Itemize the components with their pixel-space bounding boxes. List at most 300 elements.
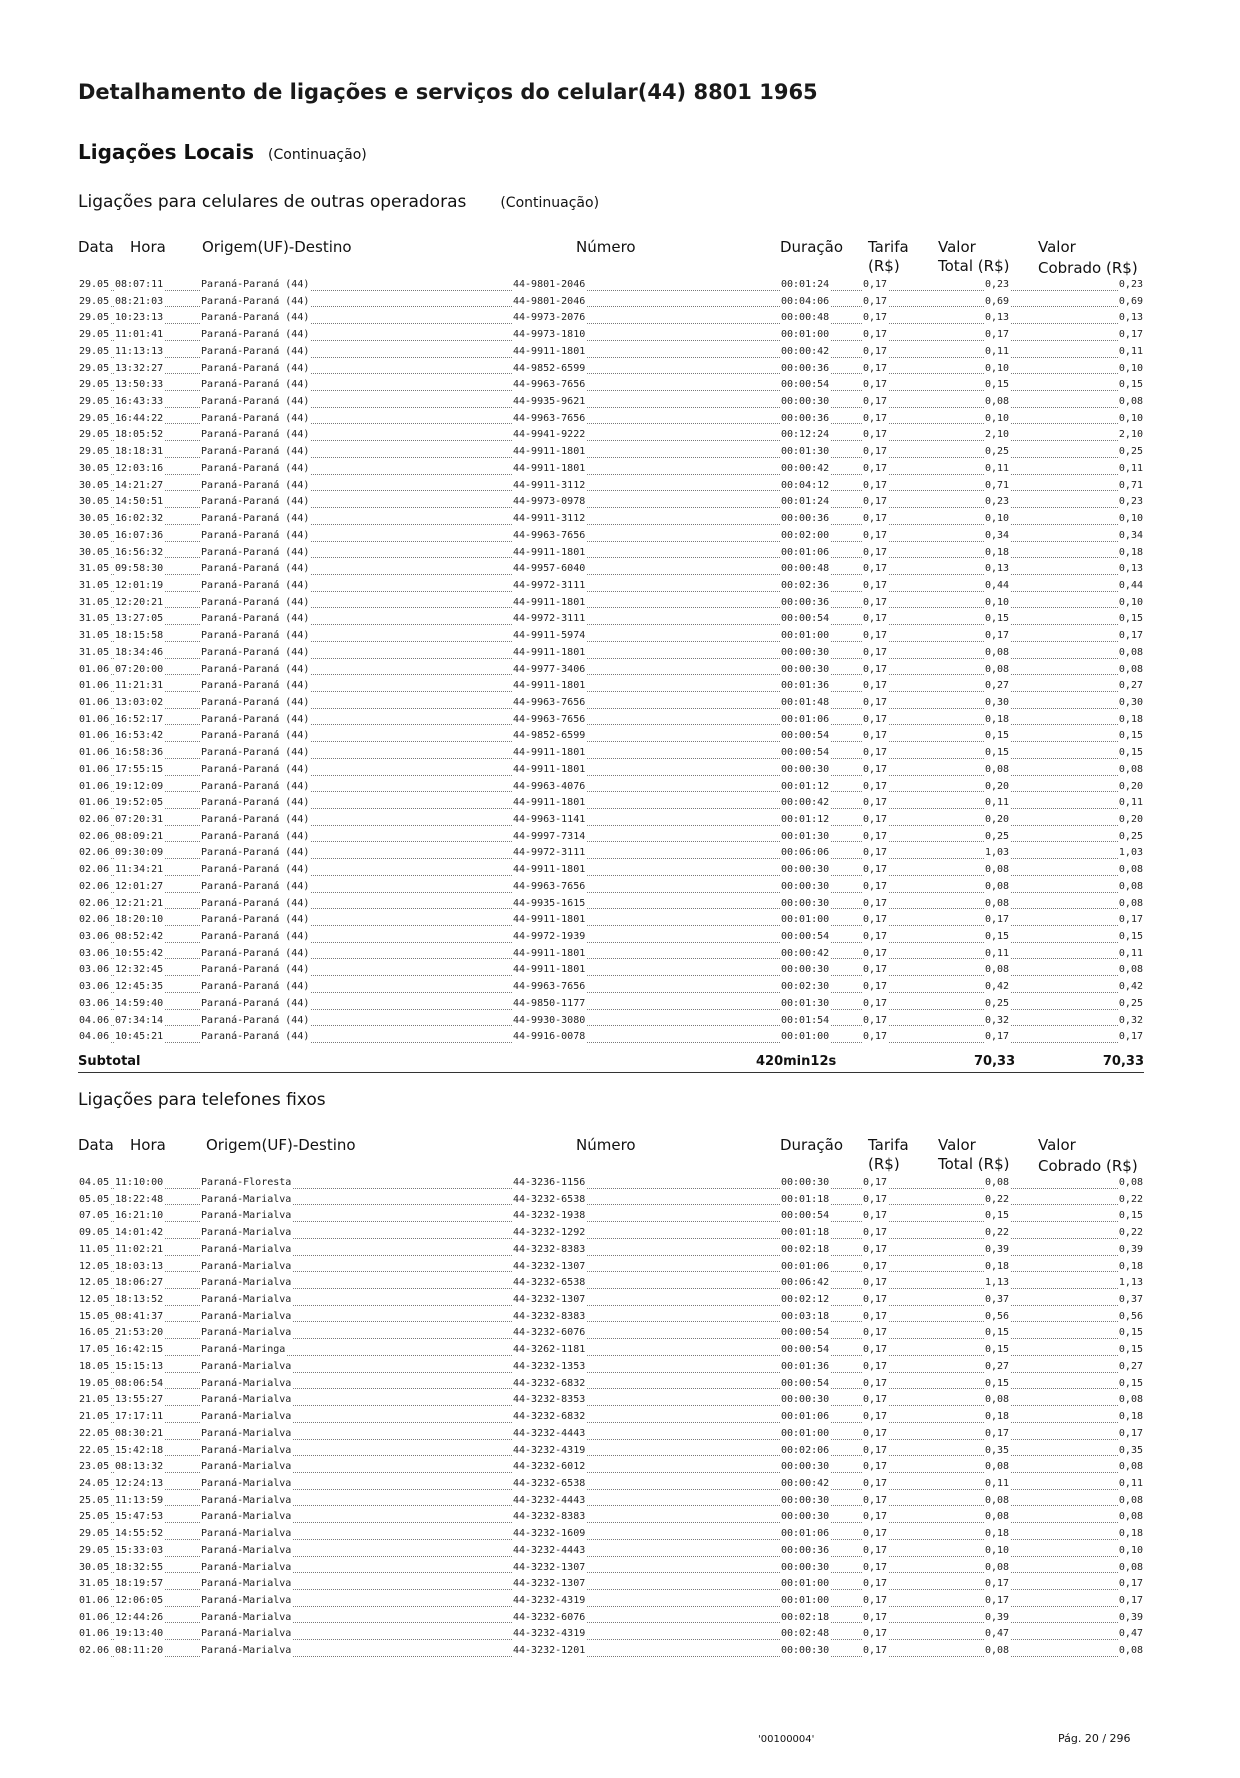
cell-duracao: 00:01:06	[780, 1526, 830, 1543]
cell-data: 01.06	[78, 712, 110, 729]
subtotal-valor-total: 70,33	[974, 1054, 1016, 1069]
cell-valor-cobrado: 0,18	[1118, 545, 1144, 562]
table-row	[78, 962, 1144, 979]
cell-valor-cobrado: 0,11	[1118, 946, 1144, 963]
cell-hora: 13:32:27	[114, 361, 164, 378]
cell-valor-total: 0,11	[984, 946, 1010, 963]
cell-numero: 44-3232-1307	[512, 1560, 586, 1577]
cell-tarifa: 0,17	[862, 1292, 888, 1309]
cell-tarifa: 0,17	[862, 712, 888, 729]
cell-valor-total: 0,10	[984, 411, 1010, 428]
cell-hora: 16:43:33	[114, 394, 164, 411]
cell-valor-total: 0,08	[984, 1493, 1010, 1510]
cell-numero: 44-3262-1181	[512, 1342, 586, 1359]
cell-tarifa: 0,17	[862, 962, 888, 979]
cell-valor-cobrado: 0,69	[1118, 294, 1144, 311]
cell-numero: 44-9930-3080	[512, 1013, 586, 1030]
cell-valor-cobrado: 0,17	[1118, 1593, 1144, 1610]
cell-hora: 18:18:31	[114, 444, 164, 461]
table-row	[78, 528, 1144, 545]
col-hora: Hora	[130, 1136, 166, 1154]
cell-tarifa: 0,17	[862, 845, 888, 862]
cell-tarifa: 0,17	[862, 628, 888, 645]
cell-numero: 44-9963-4076	[512, 779, 586, 796]
table-row	[78, 862, 1144, 879]
cell-origem: Paraná-Paraná (44)	[200, 611, 310, 628]
table-row	[78, 1259, 1144, 1276]
table-row	[78, 1192, 1144, 1209]
celulares-heading	[78, 192, 599, 212]
cell-hora: 18:20:10	[114, 912, 164, 929]
cell-tarifa: 0,17	[862, 996, 888, 1013]
cell-data: 31.05	[78, 595, 110, 612]
cell-duracao: 00:00:30	[780, 394, 830, 411]
table-row	[78, 1476, 1144, 1493]
cell-origem: Paraná-Paraná (44)	[200, 879, 310, 896]
cell-tarifa: 0,17	[862, 728, 888, 745]
cell-duracao: 00:12:24	[780, 427, 830, 444]
cell-origem: Paraná-Paraná (44)	[200, 327, 310, 344]
col-numero: Número	[576, 238, 636, 256]
cell-hora: 10:23:13	[114, 310, 164, 327]
table-row	[78, 1409, 1144, 1426]
cell-valor-total: 1,13	[984, 1275, 1010, 1292]
section-heading	[78, 140, 367, 164]
table-row	[78, 762, 1144, 779]
cell-valor-total: 0,69	[984, 294, 1010, 311]
table-row	[78, 1560, 1144, 1577]
cell-valor-cobrado: 0,25	[1118, 444, 1144, 461]
cell-tarifa: 0,17	[862, 1325, 888, 1342]
cell-origem: Paraná-Marialva	[200, 1259, 292, 1276]
cell-valor-cobrado: 0,17	[1118, 1426, 1144, 1443]
table-row	[78, 879, 1144, 896]
table-row	[78, 1292, 1144, 1309]
cell-valor-cobrado: 0,25	[1118, 829, 1144, 846]
cell-tarifa: 0,17	[862, 1426, 888, 1443]
table-row	[78, 377, 1144, 394]
cell-numero: 44-3232-1307	[512, 1292, 586, 1309]
cell-valor-cobrado: 0,08	[1118, 896, 1144, 913]
cell-duracao: 00:01:18	[780, 1192, 830, 1209]
cell-numero: 44-9935-1615	[512, 896, 586, 913]
cell-valor-total: 0,30	[984, 695, 1010, 712]
cell-valor-total: 0,15	[984, 1325, 1010, 1342]
col-duracao: Duração	[780, 1136, 844, 1154]
cell-data: 29.05	[78, 394, 110, 411]
cell-valor-total: 0,08	[984, 1509, 1010, 1526]
cell-numero: 44-9973-2076	[512, 310, 586, 327]
cell-valor-cobrado: 0,10	[1118, 411, 1144, 428]
table-row	[78, 494, 1144, 511]
cell-numero: 44-9911-1801	[512, 344, 586, 361]
cell-numero: 44-3232-6538	[512, 1192, 586, 1209]
cell-numero: 44-9972-3111	[512, 611, 586, 628]
cell-valor-total: 0,11	[984, 795, 1010, 812]
cell-hora: 14:55:52	[114, 1526, 164, 1543]
cell-tarifa: 0,17	[862, 812, 888, 829]
cell-hora: 09:58:30	[114, 561, 164, 578]
fixos-rows	[78, 1175, 1144, 1660]
cell-valor-total: 0,37	[984, 1292, 1010, 1309]
cell-duracao: 00:00:30	[780, 1392, 830, 1409]
cell-duracao: 00:01:00	[780, 327, 830, 344]
cell-valor-cobrado: 0,15	[1118, 929, 1144, 946]
cell-data: 15.05	[78, 1309, 110, 1326]
cell-valor-total: 0,39	[984, 1610, 1010, 1627]
cell-numero: 44-9997-7314	[512, 829, 586, 846]
col-valor-total-2: Total (R$)	[938, 1155, 1010, 1173]
cell-origem: Paraná-Marialva	[200, 1643, 292, 1660]
table-row	[78, 1626, 1144, 1643]
cell-tarifa: 0,17	[862, 427, 888, 444]
cell-hora: 16:53:42	[114, 728, 164, 745]
cell-duracao: 00:01:54	[780, 1013, 830, 1030]
cell-duracao: 00:00:54	[780, 929, 830, 946]
col-valor-cobrado-2: Cobrado (R$)	[1038, 1157, 1138, 1175]
cell-tarifa: 0,17	[862, 662, 888, 679]
table-row	[78, 1013, 1144, 1030]
cell-valor-total: 0,11	[984, 344, 1010, 361]
cell-numero: 44-9963-7656	[512, 712, 586, 729]
cell-origem: Paraná-Paraná (44)	[200, 1029, 310, 1046]
cell-hora: 12:24:13	[114, 1476, 164, 1493]
table-row	[78, 779, 1144, 796]
cell-numero: 44-3232-6076	[512, 1325, 586, 1342]
cell-tarifa: 0,17	[862, 344, 888, 361]
cell-duracao: 00:03:18	[780, 1309, 830, 1326]
cell-duracao: 00:01:24	[780, 494, 830, 511]
table-row	[78, 896, 1144, 913]
cell-origem: Paraná-Marialva	[200, 1359, 292, 1376]
cell-hora: 17:17:11	[114, 1409, 164, 1426]
cell-origem: Paraná-Paraná (44)	[200, 762, 310, 779]
cell-valor-cobrado: 0,56	[1118, 1309, 1144, 1326]
cell-origem: Paraná-Paraná (44)	[200, 712, 310, 729]
cell-data: 18.05	[78, 1359, 110, 1376]
cell-hora: 10:45:21	[114, 1029, 164, 1046]
cell-valor-cobrado: 0,39	[1118, 1610, 1144, 1627]
cell-tarifa: 0,17	[862, 294, 888, 311]
cell-valor-cobrado: 1,13	[1118, 1275, 1144, 1292]
cell-hora: 18:06:27	[114, 1275, 164, 1292]
cell-valor-cobrado: 0,13	[1118, 561, 1144, 578]
cell-valor-cobrado: 0,15	[1118, 728, 1144, 745]
cell-hora: 14:59:40	[114, 996, 164, 1013]
col-origem: Origem(UF)-Destino	[206, 1136, 356, 1154]
cell-duracao: 00:01:00	[780, 1029, 830, 1046]
cell-tarifa: 0,17	[862, 528, 888, 545]
cell-tarifa: 0,17	[862, 611, 888, 628]
cell-data: 16.05	[78, 1325, 110, 1342]
cell-origem: Paraná-Marialva	[200, 1626, 292, 1643]
cell-duracao: 00:00:30	[780, 862, 830, 879]
cell-duracao: 00:00:30	[780, 645, 830, 662]
cell-numero: 44-3232-6832	[512, 1376, 586, 1393]
cell-data: 01.06	[78, 745, 110, 762]
cell-duracao: 00:00:54	[780, 1208, 830, 1225]
cell-tarifa: 0,17	[862, 1409, 888, 1426]
cell-numero: 44-3232-1353	[512, 1359, 586, 1376]
cell-data: 02.06	[78, 812, 110, 829]
cell-valor-total: 0,11	[984, 461, 1010, 478]
cell-tarifa: 0,17	[862, 645, 888, 662]
cell-valor-total: 0,11	[984, 1476, 1010, 1493]
cell-origem: Paraná-Paraná (44)	[200, 394, 310, 411]
page-number: Pág. 20 / 296	[1058, 1732, 1131, 1745]
cell-data: 29.05	[78, 344, 110, 361]
cell-hora: 08:21:03	[114, 294, 164, 311]
cell-data: 30.05	[78, 511, 110, 528]
cell-duracao: 00:01:00	[780, 912, 830, 929]
cell-hora: 14:21:27	[114, 478, 164, 495]
cell-origem: Paraná-Marialva	[200, 1292, 292, 1309]
cell-data: 22.05	[78, 1443, 110, 1460]
cell-origem: Paraná-Marialva	[200, 1509, 292, 1526]
cell-tarifa: 0,17	[862, 1275, 888, 1292]
cell-valor-cobrado: 0,10	[1118, 595, 1144, 612]
cell-data: 01.06	[78, 695, 110, 712]
cell-valor-total: 0,17	[984, 1593, 1010, 1610]
cell-data: 30.05	[78, 478, 110, 495]
cell-numero: 44-9972-3111	[512, 578, 586, 595]
cell-numero: 44-3232-1292	[512, 1225, 586, 1242]
cell-numero: 44-3232-4443	[512, 1426, 586, 1443]
cell-hora: 12:01:19	[114, 578, 164, 595]
cell-valor-total: 0,23	[984, 494, 1010, 511]
cell-origem: Paraná-Paraná (44)	[200, 779, 310, 796]
cell-valor-total: 0,20	[984, 812, 1010, 829]
cell-origem: Paraná-Paraná (44)	[200, 728, 310, 745]
table-row	[78, 394, 1144, 411]
cell-numero: 44-9963-7656	[512, 528, 586, 545]
cell-valor-cobrado: 0,08	[1118, 645, 1144, 662]
cell-hora: 08:06:54	[114, 1376, 164, 1393]
col-valor-cobrado-2: Cobrado (R$)	[1038, 259, 1138, 277]
cell-valor-cobrado: 0,15	[1118, 1376, 1144, 1393]
cell-valor-cobrado: 0,71	[1118, 478, 1144, 495]
table-row	[78, 444, 1144, 461]
cell-valor-total: 0,18	[984, 712, 1010, 729]
cell-duracao: 00:00:54	[780, 1342, 830, 1359]
table-row	[78, 578, 1144, 595]
cell-duracao: 00:06:42	[780, 1275, 830, 1292]
table-row	[78, 1342, 1144, 1359]
cell-tarifa: 0,17	[862, 1626, 888, 1643]
cell-tarifa: 0,17	[862, 1242, 888, 1259]
col-valor-total: Valor	[938, 1136, 976, 1154]
table-row	[78, 344, 1144, 361]
cell-tarifa: 0,17	[862, 1013, 888, 1030]
table-row	[78, 1376, 1144, 1393]
cell-hora: 09:30:09	[114, 845, 164, 862]
col-origem: Origem(UF)-Destino	[202, 238, 352, 256]
cell-valor-total: 0,18	[984, 545, 1010, 562]
cell-hora: 18:22:48	[114, 1192, 164, 1209]
cell-origem: Paraná-Paraná (44)	[200, 678, 310, 695]
cell-numero: 44-3232-1201	[512, 1643, 586, 1660]
cell-origem: Paraná-Marialva	[200, 1560, 292, 1577]
cell-numero: 44-9963-1141	[512, 812, 586, 829]
cell-origem: Paraná-Marialva	[200, 1392, 292, 1409]
cell-data: 29.05	[78, 427, 110, 444]
cell-numero: 44-9911-1801	[512, 912, 586, 929]
cell-tarifa: 0,17	[862, 1526, 888, 1543]
cell-origem: Paraná-Paraná (44)	[200, 361, 310, 378]
cell-hora: 13:55:27	[114, 1392, 164, 1409]
cell-valor-total: 0,18	[984, 1526, 1010, 1543]
cell-origem: Paraná-Marialva	[200, 1376, 292, 1393]
cell-duracao: 00:00:30	[780, 1643, 830, 1660]
cell-data: 30.05	[78, 461, 110, 478]
cell-numero: 44-3232-6538	[512, 1476, 586, 1493]
cell-tarifa: 0,17	[862, 1509, 888, 1526]
cell-tarifa: 0,17	[862, 1309, 888, 1326]
cell-tarifa: 0,17	[862, 1342, 888, 1359]
cell-hora: 15:42:18	[114, 1443, 164, 1460]
cell-origem: Paraná-Marialva	[200, 1309, 292, 1326]
cell-duracao: 00:00:30	[780, 662, 830, 679]
cell-valor-total: 1,03	[984, 845, 1010, 862]
cell-tarifa: 0,17	[862, 478, 888, 495]
cell-hora: 08:13:32	[114, 1459, 164, 1476]
table-row	[78, 1029, 1144, 1046]
cell-hora: 12:21:21	[114, 896, 164, 913]
cell-data: 07.05	[78, 1208, 110, 1225]
cell-numero: 44-9972-1939	[512, 929, 586, 946]
cell-data: 04.06	[78, 1029, 110, 1046]
cell-hora: 12:01:27	[114, 879, 164, 896]
cell-data: 02.06	[78, 829, 110, 846]
cell-numero: 44-3232-6538	[512, 1275, 586, 1292]
cell-origem: Paraná-Marialva	[200, 1493, 292, 1510]
cell-numero: 44-9911-1801	[512, 962, 586, 979]
cell-valor-total: 0,17	[984, 327, 1010, 344]
cell-valor-cobrado: 0,44	[1118, 578, 1144, 595]
cell-tarifa: 0,17	[862, 595, 888, 612]
cell-tarifa: 0,17	[862, 929, 888, 946]
cell-hora: 08:41:37	[114, 1309, 164, 1326]
cell-duracao: 00:01:06	[780, 1259, 830, 1276]
table-row	[78, 996, 1144, 1013]
cell-hora: 11:01:41	[114, 327, 164, 344]
cell-origem: Paraná-Marialva	[200, 1242, 292, 1259]
cell-tarifa: 0,17	[862, 494, 888, 511]
cell-valor-cobrado: 0,39	[1118, 1242, 1144, 1259]
cell-valor-total: 0,25	[984, 444, 1010, 461]
cell-tarifa: 0,17	[862, 327, 888, 344]
cell-valor-total: 0,56	[984, 1309, 1010, 1326]
cell-hora: 12:44:26	[114, 1610, 164, 1627]
table-row	[78, 745, 1144, 762]
cell-hora: 19:13:40	[114, 1626, 164, 1643]
cell-hora: 12:20:21	[114, 595, 164, 612]
cell-valor-total: 0,44	[984, 578, 1010, 595]
cell-valor-cobrado: 0,15	[1118, 1342, 1144, 1359]
section-title: Ligações Locais	[78, 140, 255, 164]
cell-valor-total: 0,10	[984, 595, 1010, 612]
cell-duracao: 00:00:36	[780, 1543, 830, 1560]
cell-duracao: 00:01:06	[780, 545, 830, 562]
cell-valor-total: 0,10	[984, 511, 1010, 528]
cell-valor-total: 0,15	[984, 929, 1010, 946]
cell-tarifa: 0,17	[862, 862, 888, 879]
cell-origem: Paraná-Marialva	[200, 1275, 292, 1292]
cell-origem: Paraná-Paraná (44)	[200, 662, 310, 679]
cell-origem: Paraná-Marialva	[200, 1593, 292, 1610]
cell-hora: 18:19:57	[114, 1576, 164, 1593]
cell-data: 01.06	[78, 728, 110, 745]
cell-duracao: 00:00:42	[780, 946, 830, 963]
cell-valor-total: 0,22	[984, 1192, 1010, 1209]
table-row	[78, 1426, 1144, 1443]
cell-numero: 44-3232-6012	[512, 1459, 586, 1476]
cell-valor-cobrado: 0,11	[1118, 795, 1144, 812]
cell-hora: 18:05:52	[114, 427, 164, 444]
cell-tarifa: 0,17	[862, 361, 888, 378]
cell-hora: 07:20:31	[114, 812, 164, 829]
cell-valor-total: 0,25	[984, 996, 1010, 1013]
cell-valor-cobrado: 0,15	[1118, 611, 1144, 628]
cell-duracao: 00:02:06	[780, 1443, 830, 1460]
table-row	[78, 795, 1144, 812]
cell-data: 29.05	[78, 361, 110, 378]
cell-duracao: 00:00:54	[780, 745, 830, 762]
cell-origem: Paraná-Marialva	[200, 1543, 292, 1560]
cell-numero: 44-9957-6040	[512, 561, 586, 578]
cell-valor-cobrado: 0,17	[1118, 327, 1144, 344]
cell-valor-total: 0,15	[984, 1342, 1010, 1359]
col-duracao: Duração	[780, 238, 844, 256]
cell-valor-total: 0,17	[984, 1426, 1010, 1443]
table-row	[78, 1593, 1144, 1610]
cell-origem: Paraná-Marialva	[200, 1426, 292, 1443]
page-title: Detalhamento de ligações e serviços do celular(44) 8801 1965	[78, 80, 818, 104]
cell-numero: 44-9972-3111	[512, 845, 586, 862]
cell-data: 03.06	[78, 946, 110, 963]
cell-valor-cobrado: 0,32	[1118, 1013, 1144, 1030]
cell-tarifa: 0,17	[862, 511, 888, 528]
cell-hora: 17:55:15	[114, 762, 164, 779]
cell-tarifa: 0,17	[862, 377, 888, 394]
cell-numero: 44-3232-6076	[512, 1610, 586, 1627]
cell-data: 30.05	[78, 494, 110, 511]
cell-valor-cobrado: 0,18	[1118, 712, 1144, 729]
cell-valor-cobrado: 0,08	[1118, 1175, 1144, 1192]
cell-valor-cobrado: 0,20	[1118, 779, 1144, 796]
cell-hora: 18:03:13	[114, 1259, 164, 1276]
cell-duracao: 00:04:06	[780, 294, 830, 311]
cell-numero: 44-9852-6599	[512, 361, 586, 378]
table-row	[78, 1610, 1144, 1627]
table-row	[78, 1325, 1144, 1342]
table-row	[78, 310, 1144, 327]
cell-valor-cobrado: 0,20	[1118, 812, 1144, 829]
cell-hora: 13:03:02	[114, 695, 164, 712]
cell-duracao: 00:00:36	[780, 595, 830, 612]
table-row	[78, 461, 1144, 478]
cell-hora: 12:03:16	[114, 461, 164, 478]
cell-duracao: 00:00:42	[780, 461, 830, 478]
table-row	[78, 1242, 1144, 1259]
cell-tarifa: 0,17	[862, 946, 888, 963]
table-row	[78, 478, 1144, 495]
cell-duracao: 00:00:30	[780, 1509, 830, 1526]
cell-duracao: 00:04:12	[780, 478, 830, 495]
cell-duracao: 00:00:48	[780, 561, 830, 578]
cell-hora: 11:34:21	[114, 862, 164, 879]
cell-valor-total: 0,32	[984, 1013, 1010, 1030]
